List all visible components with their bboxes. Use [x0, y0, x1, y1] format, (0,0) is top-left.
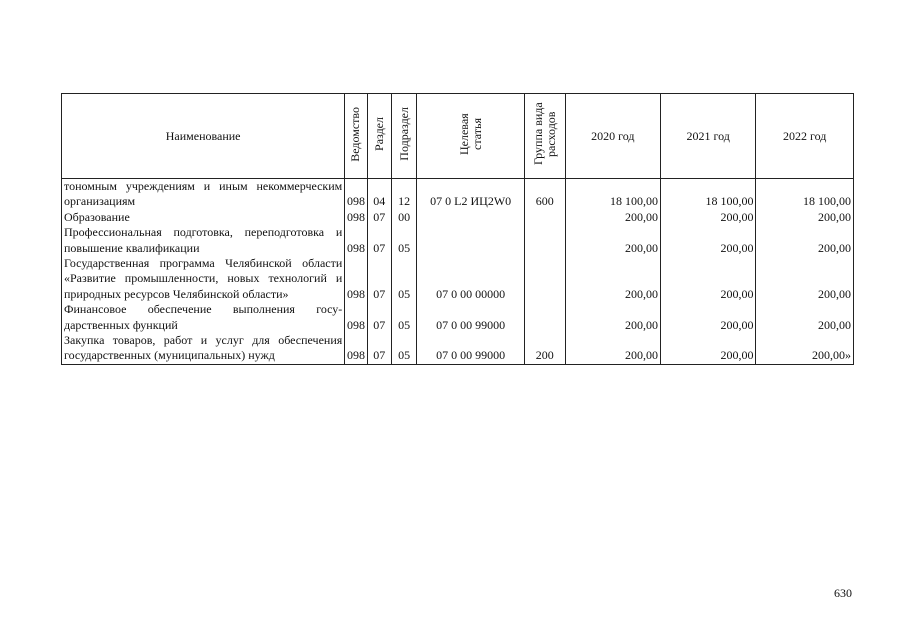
- row-2021: 200,00: [661, 333, 756, 364]
- row-razdel: 07: [367, 333, 391, 364]
- table-row: [62, 333, 854, 364]
- row-vedomstvo: 098: [345, 333, 367, 364]
- header-gruppa-vida-rashodov: Группа вида расходов: [524, 94, 565, 179]
- row-gruppa: 200: [524, 333, 565, 364]
- header-vedomstvo: Ведомство: [345, 94, 367, 179]
- row-2022: 200,00: [756, 256, 854, 302]
- row-razdel: 04: [367, 179, 391, 210]
- row-name: Образование: [62, 210, 345, 225]
- row-2020: 18 100,00: [565, 179, 660, 210]
- row-gruppa: 600: [524, 179, 565, 210]
- budget-table: [61, 93, 854, 365]
- table-row: [62, 256, 854, 302]
- row-2020: 200,00: [565, 210, 660, 225]
- row-2021: 200,00: [661, 210, 756, 225]
- row-name: Государственная программа Челябинской области «Развитие промышленности, новых технологий и природных ресурсов Челябинской области»: [62, 256, 345, 302]
- row-podrazdel: 00: [391, 210, 416, 225]
- row-celevaya-statya: 07 0 00 00000: [417, 256, 525, 302]
- header-2022: 2022 год: [756, 94, 854, 179]
- row-name: тономным учреждениям и иным некоммерческим организациям: [62, 179, 345, 210]
- row-2021: 200,00: [661, 256, 756, 302]
- row-razdel: 07: [367, 210, 391, 225]
- row-2020: 200,00: [565, 256, 660, 302]
- row-vedomstvo: 098: [345, 225, 367, 256]
- table-row: [62, 179, 854, 210]
- row-vedomstvo: 098: [345, 256, 367, 302]
- header-podrazdel: Подраздел: [391, 94, 416, 179]
- table-row: [62, 302, 854, 333]
- table-header-row: [62, 94, 854, 179]
- row-celevaya-statya: 07 0 00 99000: [417, 333, 525, 364]
- row-2022: 200,00»: [756, 333, 854, 364]
- row-2022: 18 100,00: [756, 179, 854, 210]
- row-celevaya-statya: 07 0 L2 ИЦ2W0: [417, 179, 525, 210]
- table-row: [62, 210, 854, 225]
- row-celevaya-statya: [417, 210, 525, 225]
- row-name: Закупка товаров, работ и услуг для обеспечения государственных (муниципальных) нужд: [62, 333, 345, 364]
- row-vedomstvo: 098: [345, 210, 367, 225]
- row-vedomstvo: 098: [345, 179, 367, 210]
- row-podrazdel: 05: [391, 225, 416, 256]
- page-number: 630: [834, 586, 852, 600]
- row-vedomstvo: 098: [345, 302, 367, 333]
- row-name: Профессиональная подготовка, переподготовка и повышение квалификации: [62, 225, 345, 256]
- row-celevaya-statya: 07 0 00 99000: [417, 302, 525, 333]
- row-2020: 200,00: [565, 302, 660, 333]
- row-2022: 200,00: [756, 210, 854, 225]
- header-razdel: Раздел: [367, 94, 391, 179]
- header-2020: 2020 год: [565, 94, 660, 179]
- header-name: Наименование: [62, 94, 345, 179]
- row-celevaya-statya: [417, 225, 525, 256]
- row-gruppa: [524, 256, 565, 302]
- row-2021: 200,00: [661, 302, 756, 333]
- row-razdel: 07: [367, 302, 391, 333]
- header-2021: 2021 год: [661, 94, 756, 179]
- row-gruppa: [524, 302, 565, 333]
- row-name: Финансовое обеспечение выполнения государственных функций: [62, 302, 345, 333]
- row-2020: 200,00: [565, 225, 660, 256]
- row-razdel: 07: [367, 225, 391, 256]
- row-2022: 200,00: [756, 225, 854, 256]
- row-2021: 18 100,00: [661, 179, 756, 210]
- row-2022: 200,00: [756, 302, 854, 333]
- row-gruppa: [524, 210, 565, 225]
- row-2020: 200,00: [565, 333, 660, 364]
- table-row: [62, 225, 854, 256]
- header-celevaya-statya: Целевая статья: [417, 94, 525, 179]
- row-razdel: 07: [367, 256, 391, 302]
- row-2021: 200,00: [661, 225, 756, 256]
- row-podrazdel: 05: [391, 302, 416, 333]
- row-gruppa: [524, 225, 565, 256]
- row-podrazdel: 05: [391, 256, 416, 302]
- row-podrazdel: 12: [391, 179, 416, 210]
- row-podrazdel: 05: [391, 333, 416, 364]
